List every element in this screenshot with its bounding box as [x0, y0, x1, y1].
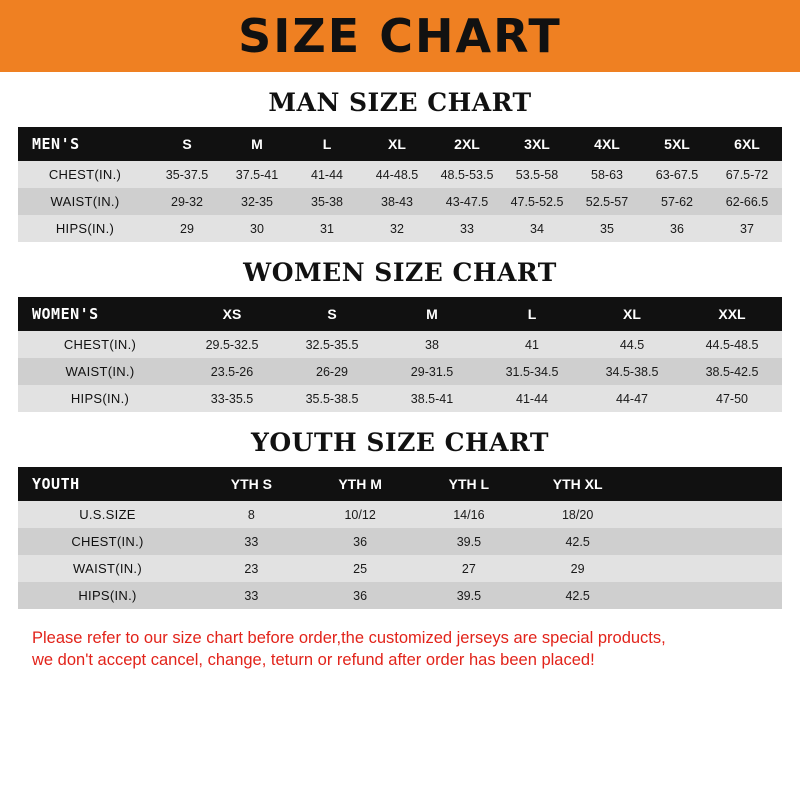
men-header-label: MEN'S: [32, 135, 80, 153]
men-hips-s: 29: [180, 221, 194, 236]
men-waist-m: 32-35: [241, 194, 273, 209]
women-waist-m: 29-31.5: [410, 364, 454, 379]
youth-row-spacer: [632, 555, 782, 582]
women-hips-m: 38.5-41: [410, 391, 454, 406]
table-row: [18, 501, 782, 528]
youth-row-spacer: [632, 528, 782, 555]
youth-header-yth-xl: YTH XL: [552, 476, 603, 492]
youth-header-yth-m: YTH M: [338, 476, 382, 492]
women-waist-s: 26-29: [316, 364, 348, 379]
table-row: [18, 161, 782, 188]
men-chest-6xl: 67.5-72: [725, 167, 769, 182]
youth-ussize-s: 8: [247, 507, 255, 522]
women-waist-xxl: 38.5-42.5: [705, 364, 759, 379]
men-chest-5xl: 63-67.5: [655, 167, 699, 182]
youth-row-spacer: [632, 501, 782, 528]
women-chest-s: 32.5-35.5: [305, 337, 359, 352]
section-title-men: MAN SIZE CHART: [268, 88, 532, 117]
men-hips-xl: 32: [390, 221, 404, 236]
table-row: [18, 555, 782, 582]
youth-hips-xl: 42.5: [565, 588, 590, 603]
men-chest-s: 35-37.5: [165, 167, 209, 182]
men-row-chest-label: CHEST(IN.): [48, 167, 122, 182]
footer-disclaimer: [18, 627, 782, 672]
women-waist-xl: 34.5-38.5: [605, 364, 659, 379]
women-header-m: M: [426, 306, 438, 322]
men-header-3xl: 3XL: [524, 136, 550, 152]
youth-table-header: [18, 467, 782, 501]
men-waist-s: 29-32: [171, 194, 203, 209]
men-table-header: [18, 127, 782, 161]
youth-hips-s: 33: [244, 588, 259, 603]
youth-header-label: YOUTH: [32, 475, 80, 493]
youth-chest-l: 39.5: [456, 534, 482, 549]
women-chest-xs: 29.5-32.5: [205, 337, 259, 352]
youth-waist-s: 23: [244, 561, 259, 576]
section-title-youth: YOUTH SIZE CHART: [251, 428, 549, 457]
youth-hips-l: 39.5: [456, 588, 482, 603]
men-chest-m: 37.5-41: [235, 167, 279, 182]
men-chest-l: 41-44: [311, 167, 343, 182]
men-hips-m: 30: [250, 221, 264, 236]
women-chest-xxl: 44.5-48.5: [705, 337, 759, 352]
youth-row-spacer: [632, 582, 782, 609]
youth-chest-m: 36: [353, 534, 368, 549]
men-hips-4xl: 35: [600, 221, 614, 236]
footer-line-1: Please refer to our size chart before order,the customized jerseys are special products,: [32, 629, 666, 647]
table-row: [18, 215, 782, 242]
women-table-header: [18, 297, 782, 331]
women-chest-m: 38: [425, 337, 439, 352]
youth-waist-m: 25: [353, 561, 368, 576]
women-header-xs: XS: [222, 306, 242, 322]
footer-line-2: we don't accept cancel, change, teturn or refund after order has been placed!: [32, 651, 595, 670]
youth-header-yth-l: YTH L: [448, 476, 490, 492]
men-waist-4xl: 52.5-57: [585, 194, 629, 209]
youth-row-waist-label: WAIST(IN.): [73, 561, 142, 576]
table-row: [18, 358, 782, 385]
section-women: [18, 258, 782, 412]
men-size-table: [18, 127, 782, 242]
men-header-5xl: 5XL: [664, 136, 690, 152]
men-row-waist-label: WAIST(IN.): [50, 194, 120, 209]
women-header-xl: XL: [623, 306, 641, 322]
men-waist-xl: 38-43: [381, 194, 413, 209]
men-waist-5xl: 57-62: [661, 194, 693, 209]
women-row-chest-label: CHEST(IN.): [63, 337, 137, 352]
women-size-table: [18, 297, 782, 412]
men-chest-4xl: 58-63: [591, 167, 623, 182]
youth-ussize-m: 10/12: [344, 507, 376, 522]
section-youth: [18, 428, 782, 609]
page-title: SIZE CHART: [238, 9, 562, 63]
men-header-l: L: [322, 136, 332, 152]
women-chest-l: 41: [525, 337, 539, 352]
youth-chest-s: 33: [244, 534, 259, 549]
men-header-6xl: 6XL: [734, 136, 760, 152]
table-row: [18, 582, 782, 609]
men-waist-3xl: 47.5-52.5: [510, 194, 564, 209]
men-hips-3xl: 34: [530, 221, 544, 236]
youth-table-body: [18, 501, 782, 609]
chart-content: [0, 88, 800, 672]
table-row: [18, 385, 782, 412]
men-chest-xl: 44-48.5: [375, 167, 419, 182]
men-header-s: S: [182, 136, 192, 152]
women-row-hips-label: HIPS(IN.): [70, 391, 130, 406]
table-header-row: [18, 297, 782, 331]
table-row: [18, 331, 782, 358]
women-header-label: WOMEN'S: [32, 305, 99, 323]
women-header-s: S: [327, 306, 337, 322]
youth-waist-xl: 29: [570, 561, 585, 576]
women-row-waist-label: WAIST(IN.): [65, 364, 135, 379]
men-table-body: [18, 161, 782, 242]
section-men: [18, 88, 782, 242]
youth-chest-xl: 42.5: [565, 534, 590, 549]
men-chest-2xl: 48.5-53.5: [440, 167, 494, 182]
youth-header-spacer: [632, 467, 782, 501]
table-header-row: [18, 467, 782, 501]
women-table-body: [18, 331, 782, 412]
men-header-xl: XL: [388, 136, 406, 152]
men-header-2xl: 2XL: [454, 136, 480, 152]
youth-waist-l: 27: [461, 561, 476, 576]
men-hips-5xl: 36: [670, 221, 684, 236]
women-chest-xl: 44.5: [619, 337, 645, 352]
women-hips-xxl: 47-50: [716, 391, 748, 406]
women-waist-xs: 23.5-26: [210, 364, 254, 379]
section-title-women: WOMEN SIZE CHART: [243, 258, 557, 287]
youth-row-hips-label: HIPS(IN.): [78, 588, 137, 603]
women-hips-l: 41-44: [516, 391, 548, 406]
youth-ussize-xl: 18/20: [561, 507, 594, 522]
youth-header-yth-s: YTH S: [230, 476, 272, 492]
men-header-m: M: [251, 136, 263, 152]
page-banner: [0, 0, 800, 72]
women-header-xxl: XXL: [718, 306, 746, 322]
men-chest-3xl: 53.5-58: [515, 167, 559, 182]
men-waist-l: 35-38: [311, 194, 343, 209]
youth-ussize-l: 14/16: [453, 507, 485, 522]
men-waist-6xl: 62-66.5: [725, 194, 769, 209]
women-waist-l: 31.5-34.5: [505, 364, 559, 379]
youth-hips-m: 36: [353, 588, 368, 603]
table-row: [18, 188, 782, 215]
women-hips-xl: 44-47: [616, 391, 648, 406]
men-header-4xl: 4XL: [594, 136, 620, 152]
table-header-row: [18, 127, 782, 161]
men-hips-l: 31: [320, 221, 334, 236]
men-hips-6xl: 37: [740, 221, 754, 236]
men-waist-2xl: 43-47.5: [445, 194, 489, 209]
women-header-l: L: [527, 306, 537, 322]
youth-row-chest-label: CHEST(IN.): [71, 534, 144, 549]
men-hips-2xl: 33: [460, 221, 474, 236]
men-row-hips-label: HIPS(IN.): [55, 221, 115, 236]
youth-row-ussize-label: U.S.SIZE: [79, 507, 136, 522]
women-hips-xs: 33-35.5: [210, 391, 254, 406]
table-row: [18, 528, 782, 555]
youth-size-table: [18, 467, 782, 609]
women-hips-s: 35.5-38.5: [305, 391, 359, 406]
